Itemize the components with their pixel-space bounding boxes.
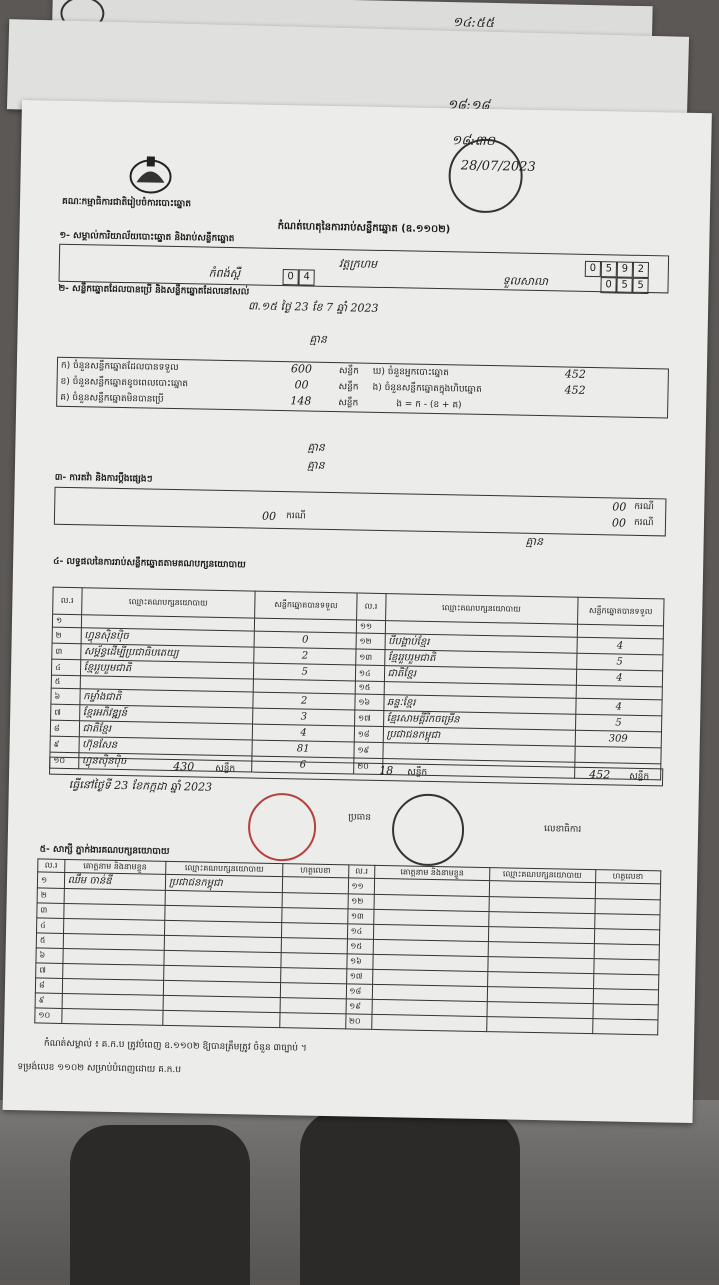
result-no-cell: ១៤ bbox=[355, 665, 384, 682]
ballot-row-c-label: គ) ចំនួនសន្លឹកឆ្នោតមិនបានប្រើ bbox=[60, 392, 164, 405]
witness-no-cell: ៩ bbox=[35, 993, 62, 1009]
section4-title: ៤- លទ្ធផលនៃការរាប់សន្លឹកឆ្នោតតាមគណបក្សនយោបាយ bbox=[53, 556, 246, 571]
witness-sign-cell bbox=[594, 914, 660, 930]
witness-sign-cell bbox=[280, 983, 346, 999]
result-no-cell: ១៧ bbox=[354, 710, 383, 727]
result-no-cell: ៤ bbox=[51, 659, 80, 676]
result-votes-cell: 0 bbox=[254, 631, 356, 649]
witness-no-cell: ១៦ bbox=[346, 954, 373, 970]
result-no-cell: ១ bbox=[52, 614, 81, 628]
result-votes-cell: 81 bbox=[252, 740, 354, 758]
witness-no-cell: ១៤ bbox=[347, 924, 374, 940]
result-no-cell: ២០ bbox=[354, 758, 383, 775]
result-party-cell: ហ្វុនស៊ិនប៉ិច bbox=[78, 753, 252, 772]
check-note-1: គ្មាន bbox=[307, 440, 325, 454]
ballot-row-b-value: 00 bbox=[294, 378, 309, 392]
witness-party-cell bbox=[163, 1010, 280, 1027]
result-party-cell: ជាតិខ្មែរ bbox=[79, 721, 253, 740]
check-note-2: គ្មាន bbox=[306, 458, 325, 472]
received-stamp-time: ១៨:៣០ bbox=[451, 133, 496, 150]
results-col-no-right: ល.រ bbox=[356, 593, 385, 621]
witness-sign-cell bbox=[592, 1019, 658, 1035]
witness-no-cell: ៤ bbox=[37, 918, 64, 934]
ballot-row-b-unit: សន្លឹក bbox=[338, 382, 359, 393]
back-sheet-1-stamp: ១៤:៥៥ bbox=[452, 15, 495, 31]
result-votes-cell: 4 bbox=[253, 724, 355, 742]
foot-left bbox=[70, 1125, 250, 1285]
complaint-row3-value: 00 bbox=[611, 516, 627, 530]
code-b-digit-2: 5 bbox=[601, 261, 617, 277]
result-no-cell: ៥ bbox=[51, 675, 80, 689]
witness-col-no-right: ល.រ bbox=[348, 865, 375, 879]
result-party-cell: ខ្មែរអភិវឌ្ឍន៍ bbox=[79, 705, 253, 724]
official-seal-red bbox=[247, 792, 316, 861]
result-party-cell: សម្ព័ន្ធដើម្បីប្រជាធិបតេយ្យ bbox=[80, 644, 254, 663]
witness-no-cell: ២០ bbox=[345, 1014, 372, 1030]
ballot-row-b-label: ខ) ចំនួនសន្លឹកឆ្នោតខូចពេលបោះឆ្នោត bbox=[60, 376, 189, 390]
result-votes-cell: 2 bbox=[253, 692, 355, 710]
result-votes-cell: 5 bbox=[575, 714, 662, 732]
commune-value: កំពង់ស្ពឺ bbox=[208, 266, 241, 281]
station-value: ទួលសាលា bbox=[502, 274, 549, 289]
result-no-cell: ១៨ bbox=[354, 726, 383, 743]
code-c-digit-2: 5 bbox=[616, 277, 632, 293]
results-col-party-left: ឈ្មោះគណបក្សនយោបាយ bbox=[81, 588, 255, 618]
result-no-cell: ២ bbox=[52, 627, 81, 644]
result-no-cell: ៨ bbox=[50, 720, 79, 737]
results-col-no-left: ល.រ bbox=[53, 587, 82, 615]
results-table-body bbox=[50, 614, 664, 780]
witness-no-cell: ១២ bbox=[348, 894, 375, 910]
ballot-row-e-label: ង) ចំនួនសន្លឹកឆ្នោតក្នុងហិបឆ្នោត bbox=[372, 382, 482, 395]
footnote: កំណត់សម្គាល់ ៖ គ.ក.ប ត្រូវបំពេញ ឧ.១១០២ ឱ្យបានត្រឹមត្រូវ ចំនួន ៣ច្បាប់ ។ bbox=[43, 1038, 307, 1054]
code-b-digit-3: 9 bbox=[617, 261, 633, 277]
result-votes-cell: 4 bbox=[576, 669, 663, 687]
result-no-cell: ១៦ bbox=[355, 694, 384, 711]
witness-no-cell: ៣ bbox=[37, 903, 64, 919]
form-title: កំណត់ហេតុនៃការរាប់សន្លឹកឆ្នោត (ឧ.១១០២) bbox=[277, 220, 451, 236]
official-seal-black bbox=[391, 793, 464, 866]
result-no-cell: ៦ bbox=[51, 688, 80, 705]
total-all-unit: សន្លឹក bbox=[629, 771, 650, 783]
result-party-cell: ឆន្ទៈខ្មែរ bbox=[383, 695, 575, 715]
complaint-row3-unit: ករណី bbox=[633, 517, 654, 529]
complaint-row1-value: 00 bbox=[612, 500, 627, 514]
president-label: ប្រធាន bbox=[348, 812, 372, 823]
section2-title: ២- សន្លឹកឆ្នោតដែលបានប្រើ និងសន្លឹកឆ្នោតដែលនៅសល់ bbox=[58, 283, 250, 298]
result-no-cell: ១៣ bbox=[356, 649, 385, 666]
witness-no-cell: ១០ bbox=[35, 1008, 62, 1024]
witness-party-cell bbox=[486, 1017, 592, 1034]
result-party-cell: ប្រជាជនកម្ពុជា bbox=[383, 727, 575, 747]
result-votes-cell bbox=[575, 746, 662, 764]
result-party-cell: ហ៊ុនសែន bbox=[79, 737, 253, 756]
result-no-cell: ១០ bbox=[50, 752, 79, 769]
witness-sign-cell bbox=[280, 998, 346, 1014]
witness-sign-cell bbox=[281, 953, 347, 969]
nec-emblem-icon bbox=[128, 154, 173, 195]
section3-title: ៣- ការតវ៉ា និងការប្ដឹងផ្សេងៗ bbox=[54, 472, 153, 485]
result-votes-cell: 4 bbox=[575, 698, 662, 716]
witness-col-no-left: ល.រ bbox=[38, 859, 65, 873]
witness-sign-cell bbox=[594, 944, 660, 960]
date-line: ធ្វើនៅថ្ងៃទី 23 ខែកក្កដា ឆ្នាំ 2023 bbox=[68, 778, 213, 794]
witness-table-body bbox=[35, 872, 661, 1035]
back-sheet-2-stamp: ១៨:១៨ bbox=[446, 97, 490, 114]
secretary-label: លេខាធិការ bbox=[544, 824, 582, 835]
results-col-votes-right: សន្លឹកឆ្នោតបានទទួល bbox=[577, 597, 664, 626]
witness-sign-cell bbox=[282, 908, 348, 924]
ballot-row-a-unit: សន្លឹក bbox=[338, 366, 359, 377]
ballot-row-d-value: 452 bbox=[564, 367, 586, 381]
witness-col-name-left: គោត្តនាម និងនាមខ្លួន bbox=[64, 859, 165, 874]
witness-name-cell bbox=[61, 1008, 163, 1025]
result-party-cell: បីបង្គាប់ខ្មែរ bbox=[385, 634, 577, 654]
witness-col-sign-right: ហត្ថលេខា bbox=[595, 870, 661, 884]
total-invalid-value: 18 bbox=[379, 763, 394, 778]
org-name: គណៈកម្មាធិការជាតិរៀបចំការបោះឆ្នោត bbox=[61, 196, 192, 210]
witness-name-cell: ឈឹម ចាន់ឌី bbox=[64, 872, 166, 890]
code-a-digit-1: 0 bbox=[282, 269, 298, 285]
witness-no-cell: ១៥ bbox=[347, 939, 374, 955]
witness-sign-cell bbox=[282, 923, 348, 939]
result-votes-cell: 5 bbox=[254, 663, 356, 681]
witness-no-cell: ៦ bbox=[36, 948, 63, 964]
result-votes-cell: 5 bbox=[576, 653, 663, 671]
section5-title: ៥- សាក្សី ភ្នាក់ងារគណបក្សនយោបាយ bbox=[39, 844, 170, 857]
witness-table bbox=[34, 858, 661, 1035]
result-party-cell: ខ្មែររួបរួមជាតិ bbox=[384, 650, 576, 670]
results-col-votes-left: សន្លឹកឆ្នោតបានទទួល bbox=[255, 591, 357, 620]
ballot-row-d-label: ឃ) ចំនួនអ្នកបោះឆ្នោត bbox=[372, 366, 449, 379]
result-no-cell: ១២ bbox=[356, 633, 385, 650]
witness-no-cell: ១ bbox=[37, 872, 64, 889]
result-votes-cell: 4 bbox=[577, 637, 664, 655]
witness-no-cell: ១១ bbox=[348, 878, 375, 895]
witness-sign-cell bbox=[593, 974, 659, 990]
result-no-cell: ៣ bbox=[52, 643, 81, 660]
witness-sign-cell bbox=[595, 883, 661, 900]
witness-sign-cell bbox=[593, 989, 659, 1005]
section2-time-line: ៣.១៥ ថ្ងៃ 23 ខែ 7 ឆ្នាំ 2023 bbox=[247, 299, 379, 315]
ballot-row-e-value: 452 bbox=[564, 383, 586, 397]
witness-sign-cell bbox=[594, 899, 660, 915]
ballot-row-a-label: ក) ចំនួនសន្លឹកឆ្នោតដែលបានទទួល bbox=[60, 360, 179, 374]
ballot-formula: ង = ក - (ខ + គ) bbox=[396, 399, 462, 411]
witness-sign-cell bbox=[593, 959, 659, 975]
complaint-row2-unit: ករណី bbox=[285, 511, 306, 522]
code-c-digit-1: 0 bbox=[600, 277, 616, 293]
ballot-row-c-value: 148 bbox=[290, 394, 312, 408]
witness-col-sign-left: ហត្ថលេខា bbox=[283, 864, 349, 878]
result-no-cell: ១១ bbox=[356, 620, 385, 634]
witness-name-cell bbox=[372, 1014, 487, 1031]
witness-party-cell: ប្រជាជនកម្ពុជា bbox=[165, 874, 283, 892]
result-votes-cell: 6 bbox=[252, 756, 354, 774]
result-party-cell: ខ្មែរសាមគ្គីរីកចម្រើន bbox=[383, 711, 575, 731]
code-a-digit-2: 4 bbox=[298, 269, 314, 285]
result-no-cell: ៩ bbox=[50, 736, 79, 753]
ballot-row-c-unit: សន្លឹក bbox=[338, 398, 359, 409]
result-no-cell: ៧ bbox=[51, 704, 80, 721]
foot-right bbox=[300, 1110, 520, 1285]
section1-title: ១- សម្គាល់ការិយាល័យបោះឆ្នោត និងរាប់សន្លឹកឆ្នោត bbox=[59, 230, 235, 245]
witness-no-cell: ៥ bbox=[36, 933, 63, 949]
complaint-row1-unit: ករណី bbox=[634, 501, 654, 513]
result-party-cell: ខ្មែររួបរួមជាតិ bbox=[80, 660, 254, 679]
results-table bbox=[49, 587, 664, 781]
code-b-digit-4: 2 bbox=[633, 262, 649, 278]
ballot-row-a-value: 600 bbox=[290, 362, 313, 376]
witness-no-cell: ៧ bbox=[36, 963, 63, 979]
section2-signer: គ្មាន bbox=[309, 332, 328, 346]
result-votes-cell: 2 bbox=[254, 647, 356, 665]
witness-col-name-right: គោត្តនាម និងនាមខ្លួន bbox=[375, 865, 490, 880]
result-votes-cell: 3 bbox=[253, 708, 355, 726]
result-no-cell: ១៥ bbox=[355, 681, 384, 695]
witness-sign-cell bbox=[592, 1004, 658, 1020]
complaint-row2-value: 00 bbox=[261, 509, 277, 523]
witness-no-cell: ៨ bbox=[35, 978, 62, 994]
witness-col-party-left: ឈ្មោះគណបក្សនយោបាយ bbox=[166, 861, 283, 876]
result-no-cell: ១៩ bbox=[354, 742, 383, 759]
complaint-note: គ្មាន bbox=[525, 534, 544, 549]
witness-sign-cell bbox=[282, 877, 348, 894]
form-sheet bbox=[3, 100, 712, 1123]
total-all-value: 452 bbox=[589, 768, 611, 782]
witness-no-cell: ១៣ bbox=[347, 909, 374, 925]
result-party-cell: ហ្វុនស៊ិនប៉ិច bbox=[81, 628, 255, 647]
witness-no-cell: ១៧ bbox=[346, 969, 373, 985]
witness-no-cell: ២ bbox=[37, 888, 64, 904]
result-votes-cell: 309 bbox=[575, 730, 662, 748]
code-c-digit-3: 5 bbox=[632, 278, 648, 294]
witness-no-cell: ១៨ bbox=[346, 984, 373, 1000]
total-valid-unit: សន្លឹក bbox=[215, 763, 236, 775]
results-col-party-right: ឈ្មោះគណបក្សនយោបាយ bbox=[385, 594, 578, 625]
witness-no-cell: ១៩ bbox=[346, 999, 373, 1015]
result-party-cell: ជាតិខ្មែរ bbox=[384, 666, 576, 686]
total-invalid-unit: សន្លឹក bbox=[407, 767, 428, 778]
complaints-box bbox=[54, 487, 667, 537]
witness-col-party-right: ឈ្មោះគណបក្សនយោបាយ bbox=[489, 868, 595, 883]
result-party-cell: កម្លាំងជាតិ bbox=[79, 689, 253, 708]
witness-sign-cell bbox=[594, 929, 660, 945]
total-valid-value: 430 bbox=[173, 760, 195, 774]
witness-sign-cell bbox=[282, 893, 348, 909]
witness-sign-cell bbox=[281, 938, 347, 954]
form-footer: ទម្រង់លេខ ១១០២ សម្រាប់បំពេញដោយ គ.ក.ប bbox=[17, 1062, 182, 1076]
witness-sign-cell bbox=[281, 968, 347, 984]
code-b-digit-1: 0 bbox=[585, 261, 601, 277]
village-value: វត្តក្រហម bbox=[338, 257, 378, 271]
received-stamp-date: 28/07/2023 bbox=[460, 158, 536, 175]
witness-sign-cell bbox=[280, 1013, 346, 1029]
